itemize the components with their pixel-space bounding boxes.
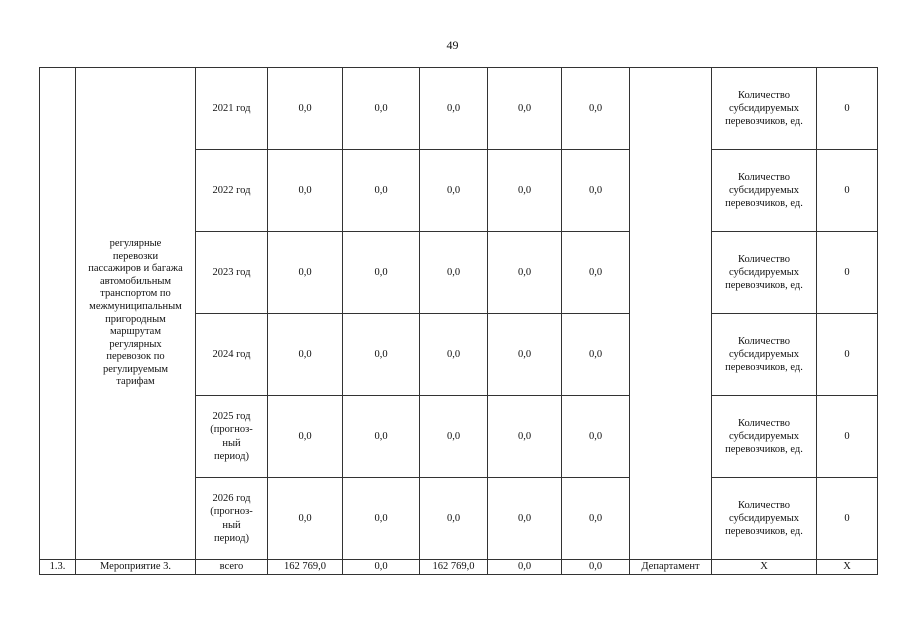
executor-cell xyxy=(630,68,712,560)
amount-cell: 0,0 xyxy=(420,314,488,396)
year-cell-line: 2022 год xyxy=(212,184,251,196)
indicator-cell: Х xyxy=(712,560,817,575)
amount-cell: 0,0 xyxy=(343,314,420,396)
page-number: 49 xyxy=(446,38,459,52)
amount-cell: 0,0 xyxy=(488,560,562,575)
table-body xyxy=(40,68,878,575)
year-cell xyxy=(196,478,268,560)
measure-description-line: тарифам xyxy=(116,376,155,388)
indicator-cell-line: Количество xyxy=(737,89,791,101)
amount-cell: 0,0 xyxy=(343,232,420,314)
executor-cell: Департамент xyxy=(630,560,712,575)
indicator-cell-line: Количество xyxy=(737,335,791,347)
measure-description-line: регулируемым xyxy=(102,363,169,375)
amount-cell: 0,0 xyxy=(343,396,420,478)
measure-description-line: межмуниципальным xyxy=(89,300,182,312)
amount-cell: 0,0 xyxy=(562,232,630,314)
year-cell-line: 2021 год xyxy=(212,102,251,114)
amount-cell: 0,0 xyxy=(562,560,630,575)
amount-cell: 0,0 xyxy=(488,478,562,560)
indicator-cell-line: Количество xyxy=(737,417,791,429)
indicator-cell-line: Количество xyxy=(737,171,791,183)
measure-description-line: регулярные xyxy=(109,237,162,249)
indicator-cell-line: субсидируемых xyxy=(728,430,800,442)
indicator-cell-line: субсидируемых xyxy=(728,184,800,196)
indicator-cell-line: субсидируемых xyxy=(728,512,800,524)
indicator-cell xyxy=(712,396,817,478)
amount-cell: 0,0 xyxy=(420,68,488,150)
table-row xyxy=(40,560,878,575)
indicator-cell-line: субсидируемых xyxy=(728,266,800,278)
indicator-value-cell: 0 xyxy=(817,478,878,560)
amount-cell: 0,0 xyxy=(562,68,630,150)
measure-description-line: пассажиров и багажа xyxy=(88,263,183,275)
indicator-cell xyxy=(712,68,817,150)
indicator-value-cell: 0 xyxy=(817,232,878,314)
amount-cell: 162 769,0 xyxy=(268,560,343,575)
indicator-cell-line: перевозчиков, ед. xyxy=(725,526,803,538)
measure-description-line: перевозки xyxy=(112,250,159,262)
indicator-cell-line: субсидируемых xyxy=(728,348,800,360)
indicator-cell-line: перевозчиков, ед. xyxy=(725,198,803,210)
measure-name-cell: Мероприятие 3. xyxy=(76,560,196,575)
period-cell: всего xyxy=(196,560,268,575)
amount-cell: 0,0 xyxy=(420,396,488,478)
amount-cell: 0,0 xyxy=(343,478,420,560)
year-cell xyxy=(196,396,268,478)
year-cell-line: период) xyxy=(214,450,249,462)
amount-cell: 0,0 xyxy=(268,314,343,396)
amount-cell: 0,0 xyxy=(420,150,488,232)
amount-cell: 0,0 xyxy=(343,560,420,575)
year-cell-line: 2025 год xyxy=(212,411,251,423)
amount-cell: 0,0 xyxy=(268,396,343,478)
year-cell-line: ный xyxy=(222,437,241,449)
indicator-cell xyxy=(712,314,817,396)
amount-cell: 0,0 xyxy=(562,314,630,396)
year-cell-line: 2024 год xyxy=(212,348,251,360)
amount-cell: 0,0 xyxy=(488,150,562,232)
indicator-cell-line: перевозчиков, ед. xyxy=(725,280,803,292)
year-cell-line: период) xyxy=(214,532,249,544)
indicator-cell xyxy=(712,478,817,560)
measure-description-line: пригородным xyxy=(105,313,166,325)
year-cell xyxy=(196,314,268,396)
year-cell-line: 2023 год xyxy=(212,266,251,278)
amount-cell: 162 769,0 xyxy=(420,560,488,575)
indicator-cell-line: Количество xyxy=(737,253,791,265)
indicator-value-cell: 0 xyxy=(817,68,878,150)
program-table xyxy=(39,67,878,575)
amount-cell: 0,0 xyxy=(488,68,562,150)
measure-description-line: транспортом по xyxy=(100,288,171,300)
indicator-value-cell: 0 xyxy=(817,396,878,478)
measure-description-line: автомобильным xyxy=(99,275,172,287)
amount-cell: 0,0 xyxy=(268,150,343,232)
measure-description xyxy=(76,68,196,560)
year-cell-line: (прогноз- xyxy=(210,424,253,436)
indicator-value-cell: Х xyxy=(817,560,878,575)
measure-description-line: регулярных xyxy=(109,338,162,350)
indicator-cell-line: перевозчиков, ед. xyxy=(725,444,803,456)
year-cell-line: 2026 год xyxy=(212,493,251,505)
table-row xyxy=(40,68,878,150)
amount-cell: 0,0 xyxy=(343,68,420,150)
year-cell xyxy=(196,150,268,232)
measure-description-line: маршрутам xyxy=(110,326,161,338)
indicator-cell xyxy=(712,150,817,232)
indicator-value-cell: 0 xyxy=(817,314,878,396)
indicator-cell-line: перевозчиков, ед. xyxy=(725,116,803,128)
indicator-value-cell: 0 xyxy=(817,150,878,232)
amount-cell: 0,0 xyxy=(488,314,562,396)
amount-cell: 0,0 xyxy=(268,478,343,560)
year-cell xyxy=(196,68,268,150)
measure-description-line: перевозок по xyxy=(106,351,165,363)
year-cell-line: (прогноз- xyxy=(210,506,253,518)
amount-cell: 0,0 xyxy=(488,396,562,478)
amount-cell: 0,0 xyxy=(420,478,488,560)
indicator-cell-line: перевозчиков, ед. xyxy=(725,362,803,374)
amount-cell: 0,0 xyxy=(562,150,630,232)
amount-cell: 0,0 xyxy=(420,232,488,314)
year-cell xyxy=(196,232,268,314)
indicator-cell-line: Количество xyxy=(737,499,791,511)
row-number-cell: 1.3. xyxy=(40,560,76,575)
amount-cell: 0,0 xyxy=(488,232,562,314)
amount-cell: 0,0 xyxy=(343,150,420,232)
amount-cell: 0,0 xyxy=(268,232,343,314)
amount-cell: 0,0 xyxy=(562,478,630,560)
indicator-cell-line: субсидируемых xyxy=(728,102,800,114)
indicator-cell xyxy=(712,232,817,314)
amount-cell: 0,0 xyxy=(562,396,630,478)
row-number-cell xyxy=(40,68,76,560)
amount-cell: 0,0 xyxy=(268,68,343,150)
year-cell-line: ный xyxy=(222,519,241,531)
